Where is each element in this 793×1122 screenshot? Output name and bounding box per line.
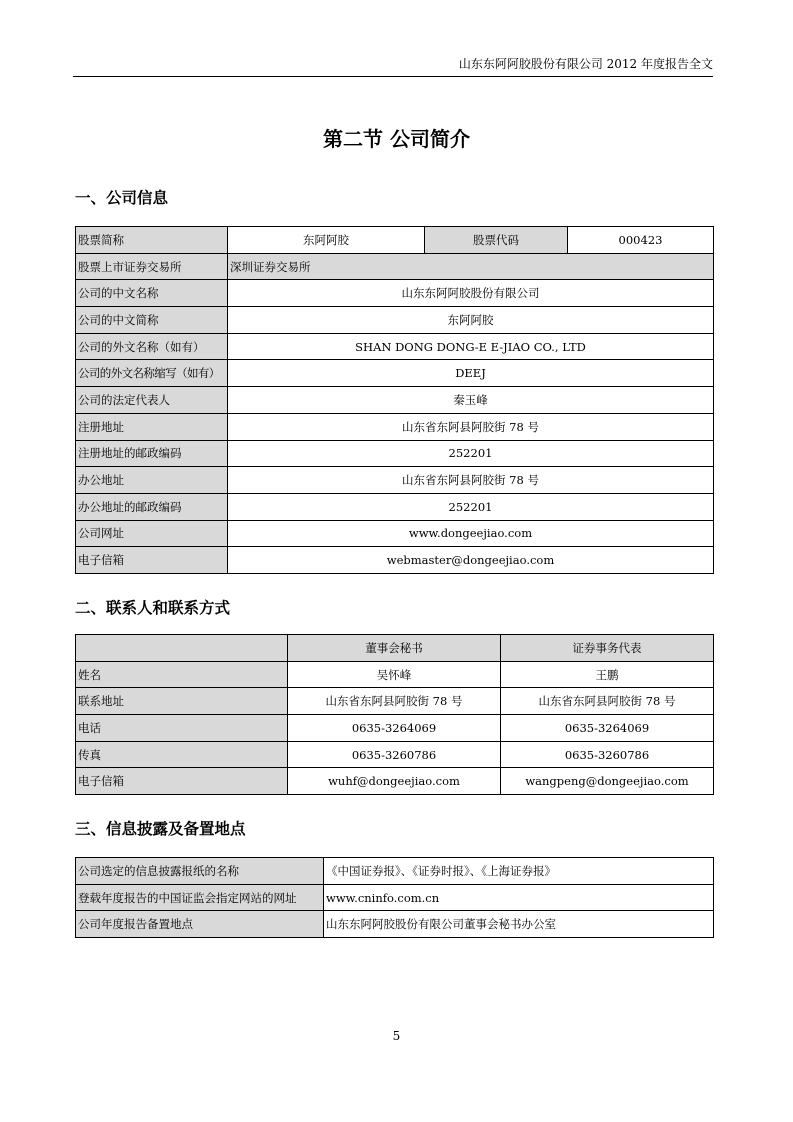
secretary-value: 吴怀峰 (288, 661, 501, 688)
table-header-row (76, 635, 714, 662)
exchange-value: 深圳证券交易所 (228, 253, 714, 280)
table-row (76, 253, 714, 280)
table-row (76, 768, 714, 795)
table-row (76, 440, 714, 467)
representative-value: wangpeng@dongeejiao.com (501, 768, 714, 795)
page-header: 山东东阿阿胶股份有限公司 2012 年度报告全文 (73, 56, 713, 77)
representative-value: 0635-3264069 (501, 715, 714, 742)
row-label: 公司网址 (76, 520, 228, 547)
row-label: 办公地址的邮政编码 (76, 493, 228, 520)
row-label: 电子信箱 (76, 768, 288, 795)
header-empty-cell (76, 635, 288, 662)
row-label: 公司选定的信息披露报纸的名称 (76, 858, 324, 885)
row-label: 姓名 (76, 661, 288, 688)
section-heading-company-info: 一、公司信息 (75, 189, 169, 207)
table-row (76, 387, 714, 414)
row-label: 公司的中文名称 (76, 280, 228, 307)
table-row (76, 547, 714, 574)
row-label: 公司的法定代表人 (76, 387, 228, 414)
row-label: 公司的外文名称缩写（如有） (76, 360, 228, 387)
table-row (76, 333, 714, 360)
col-header-representative: 证券事务代表 (501, 635, 714, 662)
table-row (76, 467, 714, 494)
stock-abbr-label: 股票简称 (76, 227, 228, 254)
row-label: 注册地址的邮政编码 (76, 440, 228, 467)
row-value: DEEJ (228, 360, 714, 387)
page-number: 5 (392, 1029, 401, 1043)
row-label: 电子信箱 (76, 547, 228, 574)
row-label: 传真 (76, 741, 288, 768)
row-label: 公司的中文简称 (76, 307, 228, 334)
representative-value: 山东省东阿县阿胶街 78 号 (501, 688, 714, 715)
row-value: 东阿阿胶 (228, 307, 714, 334)
stock-abbr-value: 东阿阿胶 (228, 227, 425, 254)
secretary-value: 山东省东阿县阿胶街 78 号 (288, 688, 501, 715)
contacts-table (75, 634, 714, 795)
row-value: 山东东阿阿胶股份有限公司董事会秘书办公室 (324, 911, 714, 938)
table-row (76, 360, 714, 387)
company-info-table (75, 226, 714, 574)
row-value: webmaster@dongeejiao.com (228, 547, 714, 574)
table-row (76, 715, 714, 742)
row-value: 《中国证券报》、《证券时报》、《上海证券报》 (324, 858, 714, 885)
row-value: 山东东阿阿胶股份有限公司 (228, 280, 714, 307)
row-label: 公司的外文名称（如有） (76, 333, 228, 360)
table-row (76, 413, 714, 440)
table-row (76, 858, 714, 885)
stock-code-label: 股票代码 (425, 227, 568, 254)
col-header-secretary: 董事会秘书 (288, 635, 501, 662)
secretary-value: wuhf@dongeejiao.com (288, 768, 501, 795)
section-heading-contacts: 二、联系人和联系方式 (75, 599, 231, 617)
section-heading-disclosure: 三、信息披露及备置地点 (75, 820, 246, 838)
representative-value: 0635-3260786 (501, 741, 714, 768)
table-row (76, 661, 714, 688)
row-label: 注册地址 (76, 413, 228, 440)
table-row (76, 280, 714, 307)
table-row (76, 227, 714, 254)
stock-code-value: 000423 (568, 227, 714, 254)
table-row (76, 884, 714, 911)
row-value: www.cninfo.com.cn (324, 884, 714, 911)
table-row (76, 493, 714, 520)
row-label: 公司年度报告备置地点 (76, 911, 324, 938)
representative-value: 王鹏 (501, 661, 714, 688)
table-row (76, 741, 714, 768)
page-title: 第二节 公司简介 (323, 127, 470, 151)
row-value: www.dongeejiao.com (228, 520, 714, 547)
row-label: 登载年度报告的中国证监会指定网站的网址 (76, 884, 324, 911)
exchange-label: 股票上市证券交易所 (76, 253, 228, 280)
disclosure-table (75, 857, 714, 938)
row-value: 252201 (228, 440, 714, 467)
secretary-value: 0635-3260786 (288, 741, 501, 768)
row-value: 山东省东阿县阿胶街 78 号 (228, 413, 714, 440)
row-label: 电话 (76, 715, 288, 742)
table-row (76, 688, 714, 715)
row-label: 联系地址 (76, 688, 288, 715)
row-value: 252201 (228, 493, 714, 520)
table-row (76, 911, 714, 938)
row-label: 办公地址 (76, 467, 228, 494)
row-value: 山东省东阿县阿胶街 78 号 (228, 467, 714, 494)
row-value: 秦玉峰 (228, 387, 714, 414)
secretary-value: 0635-3264069 (288, 715, 501, 742)
row-value: SHAN DONG DONG-E E-JIAO CO., LTD (228, 333, 714, 360)
table-row (76, 307, 714, 334)
table-row (76, 520, 714, 547)
